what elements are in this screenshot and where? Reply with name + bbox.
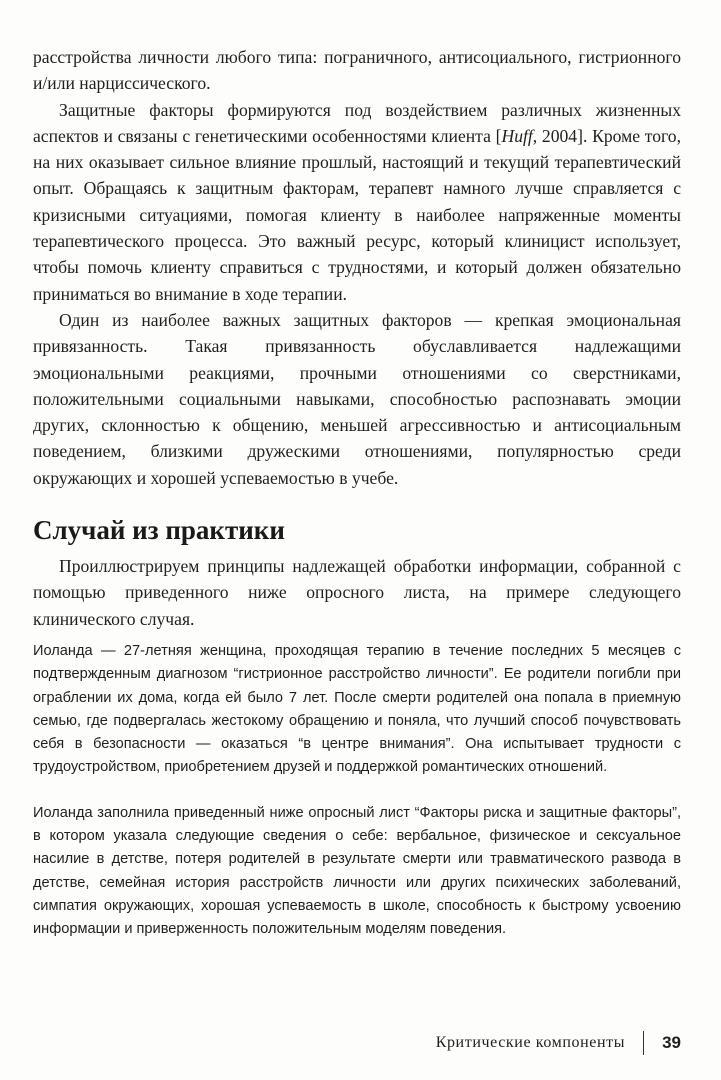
case-study-block <box>33 640 681 942</box>
page-number: 39 <box>662 1033 681 1052</box>
running-title: Критические компоненты <box>435 1034 626 1051</box>
footer-divider <box>643 1031 644 1055</box>
paragraph-text: Защитные факторы формируются под воздействием различных жизненных аспектов и связаны с генетическими особенностями клиента [ <box>33 99 681 146</box>
paragraph-emotional-attachment: Один из наиболее важных защитных факторов — крепкая эмоциональная привязанность. Такая привязанность обуславливается надлежащими эмоциональными реакциями, прочными отношениями со сверстниками, положительными социальными навыками, способностью распознавать эмоции других, склонностью к общению, меньшей агрессивностью и антисоциальным поведением, близкими дружескими отношениями, популярностью среди окружающих и хорошей успеваемостью в учебе. <box>33 309 681 488</box>
case-paragraph: Иоланда заполнила приведенный ниже опросный лист “Факторы риска и защитные факторы”, в котором указала следующие сведения о себе: вербальное, физическое и сексуальное насилие в детстве, потеря родителей в результате смерти или травматического развода в детстве, семейная история расстройств личности или других психических заболеваний, симпатия окружающих, хорошая успеваемость в школе, способность к быстрому усвоению информации и приверженность положительным моделям поведения. <box>33 804 681 938</box>
paragraph-text: , 2004]. Кроме того, на них оказывает сильное влияние прошлый, настоящий и текущий терапевтический опыт. Обращаясь к защитным факторам, терапевт намного лучше справляется с кризисными ситуациями, помогая клиенту в наиболее напряженные моменты терапевтического процесса. Это важный ресурс, который клиницист использует, чтобы помочь клиенту справиться с трудностями, и который должен обязательно приниматься во внимание в ходе терапии. <box>33 125 681 304</box>
paragraph-continuation: расстройства личности любого типа: пограничного, антисоциального, гистрионного и/или нарциссического. <box>33 47 681 94</box>
section-heading: Случай из практики <box>33 515 285 546</box>
page-footer <box>33 1028 681 1058</box>
section-intro: Проиллюстрируем принципы надлежащей обработки информации, собранной с помощью приведенного ниже опросного листа, на примере следующего клинического случая. <box>33 556 681 629</box>
citation-author: Huff <box>501 125 533 146</box>
body-text <box>33 44 681 491</box>
paragraph-protective-factors <box>33 97 681 307</box>
section-intro-block <box>33 553 681 632</box>
case-paragraph: Иоланда — 27-летняя женщина, проходящая терапию в течение последних 5 месяцев с подтвержденным диагнозом “гистрионное расстройство личности”. Ее родители погибли при ограблении их дома, когда ей было 7 лет. После смерти родителей она попала в приемную семью, где подвергалась жестокому обращению и поняла, что лучший способ почувствовать себя в безопасности — оказаться “в центре внимания”. Она испытывает трудности с трудоустройством, приобретением друзей и поддержкой романтических отношений. <box>33 642 681 776</box>
